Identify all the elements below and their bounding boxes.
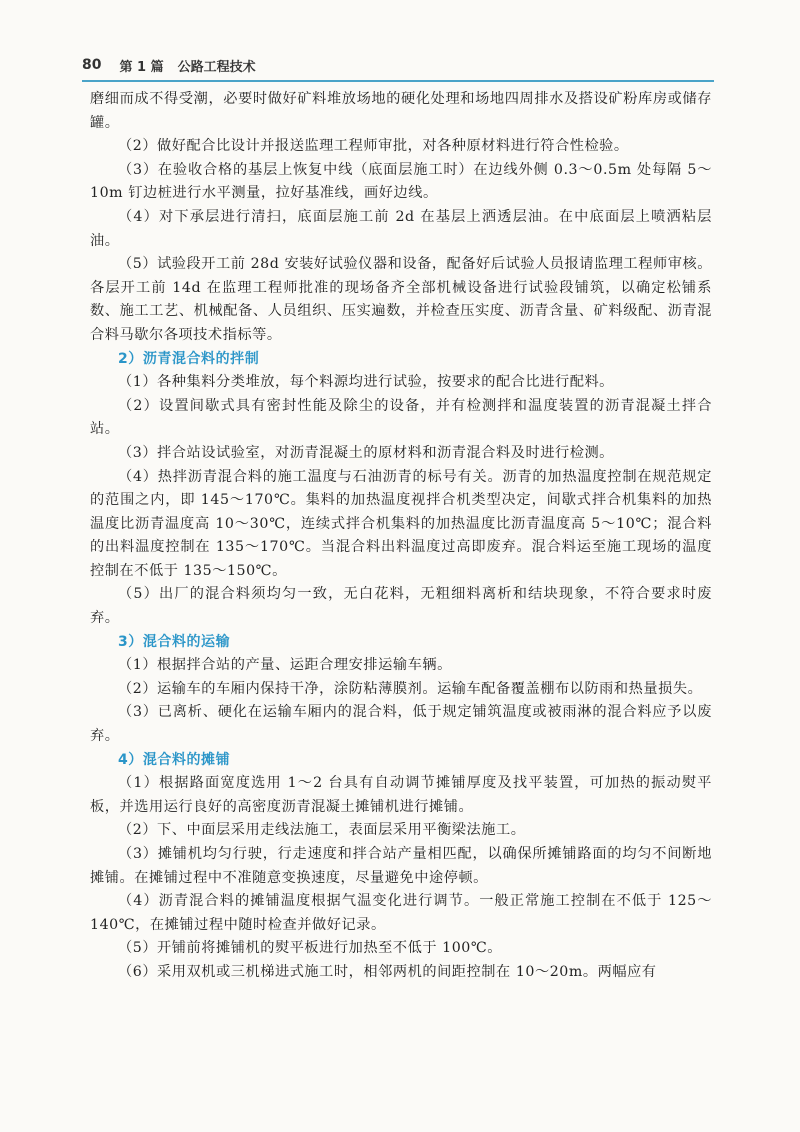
list-item: （4）沥青混合料的摊铺温度根据气温变化进行调节。一般正常施工控制在不低于 125～140℃，在摊铺过程中随时检查并做好记录。 [90, 893, 712, 933]
list-item: （5）出厂的混合料须均匀一致，无白花料，无粗细料离析和结块现象，不符合要求时废弃。 [90, 586, 712, 627]
list-item: （2）下、中面层采用走线法施工，表面层采用平衡梁法施工。 [118, 822, 526, 839]
running-header [82, 52, 712, 78]
list-item: （3）摊铺机均匀行驶，行走速度和拌合站产量相匹配，以确保所摊铺路面的均匀不间断地摊铺。在摊铺过程中不准随意变换速度，尽量避免中途停顿。 [90, 846, 712, 886]
list-item: （1）根据路面宽度选用 1～2 台具有自动调节摊铺厚度及找平装置，可加热的振动熨平板，并选用运行良好的高密度沥青混凝土摊铺机进行摊铺。 [90, 775, 712, 815]
list-item: （1）根据拌合站的产量、运距合理安排运输车辆。 [118, 657, 452, 674]
list-item: （2）设置间歇式具有密封性能及除尘的设备，并有检测拌和温度装置的沥青混凝土拌合站。 [90, 397, 712, 438]
list-item: （4）对下承层进行清扫，底面层施工前 2d 在基层上洒透层油。在中底面层上喷洒粘层油。 [90, 208, 712, 249]
list-item: （5）试验段开工前 28d 安装好试验仪器和设备，配备好后试验人员报请监理工程师审核。各层开工前 14d 在监理工程师批准的现场备齐全部机械设备进行试验段铺筑，以确定松铺系数、施工工艺、机械配备、人员组织、压实遍数，并检查压实度、沥青含量、矿料级配、沥青混合料马歇尔各项技术指标等。 [90, 256, 712, 343]
section-heading: 3）混合料的运输 [118, 633, 231, 650]
section-heading: 2）沥青混合料的拌制 [118, 350, 260, 367]
list-item: （2）运输车的车厢内保持干净，涂防粘薄膜剂。运输车配备覆盖棚布以防雨和热量损失。 [118, 680, 703, 697]
list-item: （1）各种集料分类堆放，每个料源均进行试验，按要求的配合比进行配料。 [118, 374, 614, 391]
list-item: （6）采用双机或三机梯进式施工时，相邻两机的间距控制在 10～20m。两幅应有 [118, 963, 657, 980]
list-item: （4）热拌沥青混合料的施工温度与石油沥青的标号有关。沥青的加热温度控制在规范规定的范围之内，即 145～170℃。集料的加热温度视拌合机类型决定，间歇式拌合机集料的加热温度比沥青温度高 10～30℃，连续式拌合机集料的加热温度比沥青温度高 5～10℃；混合料的出料温度控制在 135～170℃。当混合料出料温度过高即废弃。混合料运至施工现场的温度控制在不低于 135～150℃。 [90, 468, 712, 579]
list-item: （5）开铺前将摊铺机的熨平板进行加热至不低于 100℃。 [118, 940, 503, 957]
body-text [90, 88, 712, 985]
list-item: （3）已离析、硬化在运输车厢内的混合料，低于规定铺筑温度或被雨淋的混合料应予以废弃。 [90, 704, 712, 745]
part-label: 第 1 篇 [119, 59, 164, 75]
header-rule [82, 80, 714, 82]
list-item: （3）拌合站设试验室，对沥青混凝土的原材料和沥青混合料及时进行检测。 [118, 444, 614, 461]
page-number: 80 [82, 57, 102, 73]
list-item: （2）做好配合比设计并报送监理工程师审批，对各种原材料进行符合性检验。 [118, 138, 629, 155]
list-item: （3）在验收合格的基层上恢复中线（底面层施工时）在边线外侧 0.3～0.5m 处每隔 5～10m 钉边桩进行水平测量，拉好基准线，画好边线。 [90, 161, 712, 202]
section-heading: 4）混合料的摊铺 [118, 751, 231, 768]
section-title: 公路工程技术 [177, 59, 256, 75]
paragraph: 磨细而成不得受潮，必要时做好矿料堆放场地的硬化处理和场地四周排水及搭设矿粉库房或储存罐。 [90, 91, 712, 131]
